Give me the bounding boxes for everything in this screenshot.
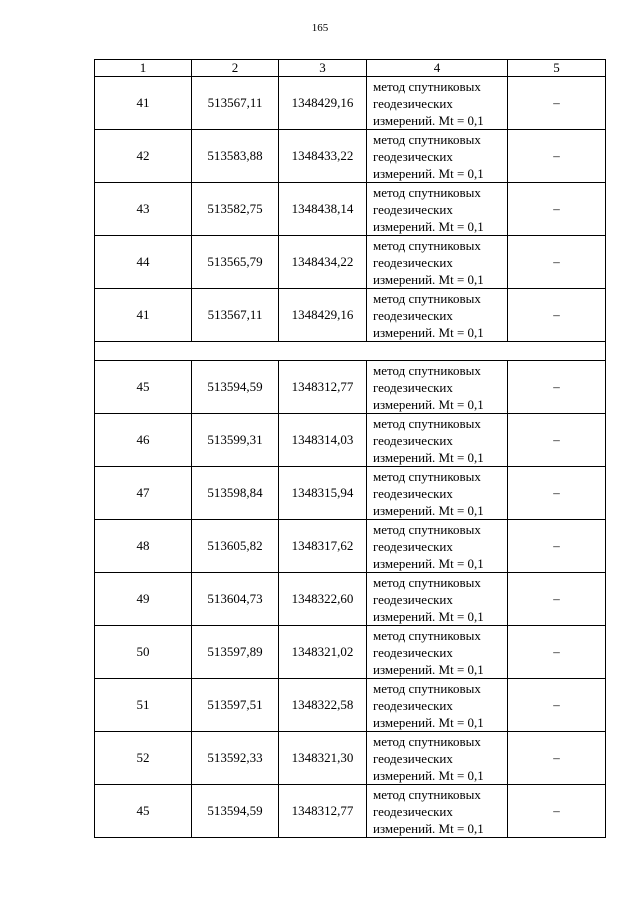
- table-row: [95, 520, 606, 573]
- method-line: метод спутниковых: [373, 78, 481, 94]
- method-cell: [367, 467, 508, 520]
- method-line: измерений. Mt = 0,1: [373, 661, 484, 677]
- coordinate-y: 1348433,22: [279, 130, 367, 183]
- coordinate-x: 513594,59: [192, 361, 279, 414]
- coordinate-x: 513583,88: [192, 130, 279, 183]
- method-cell: [367, 130, 508, 183]
- method-line: метод спутниковых: [373, 786, 481, 802]
- method-line: геодезических: [373, 95, 453, 111]
- dash-cell: –: [508, 679, 606, 732]
- coordinate-x: 513599,31: [192, 414, 279, 467]
- header-cell-4: 4: [367, 60, 508, 77]
- coordinate-y: 1348434,22: [279, 236, 367, 289]
- dash-cell: –: [508, 183, 606, 236]
- method-line: метод спутниковых: [373, 131, 481, 147]
- point-number: 45: [95, 785, 192, 838]
- method-line: геодезических: [373, 538, 453, 554]
- table-row: [95, 467, 606, 520]
- point-number: 46: [95, 414, 192, 467]
- dash-cell: –: [508, 414, 606, 467]
- coordinate-x: 513565,79: [192, 236, 279, 289]
- method-line: метод спутниковых: [373, 574, 481, 590]
- method-line: метод спутниковых: [373, 468, 481, 484]
- coordinates-table: [94, 59, 606, 838]
- method-line: измерений. Mt = 0,1: [373, 820, 484, 836]
- dash-cell: –: [508, 573, 606, 626]
- point-number: 41: [95, 77, 192, 130]
- method-line: метод спутниковых: [373, 733, 481, 749]
- page-number: 165: [311, 22, 329, 34]
- coordinate-x: 513605,82: [192, 520, 279, 573]
- table-row: [95, 679, 606, 732]
- method-cell: [367, 573, 508, 626]
- dash-cell: –: [508, 626, 606, 679]
- method-line: геодезических: [373, 697, 453, 713]
- coordinate-y: 1348321,02: [279, 626, 367, 679]
- method-line: метод спутниковых: [373, 415, 481, 431]
- method-line: геодезических: [373, 432, 453, 448]
- coordinate-y: 1348429,16: [279, 77, 367, 130]
- point-number: 52: [95, 732, 192, 785]
- method-line: измерений. Mt = 0,1: [373, 396, 484, 412]
- method-line: геодезических: [373, 254, 453, 270]
- method-line: геодезических: [373, 379, 453, 395]
- method-cell: [367, 236, 508, 289]
- method-cell: [367, 732, 508, 785]
- header-cell-1: 1: [95, 60, 192, 77]
- table-row: [95, 183, 606, 236]
- point-number: 43: [95, 183, 192, 236]
- method-cell: [367, 520, 508, 573]
- coordinate-y: 1348321,30: [279, 732, 367, 785]
- dash-cell: –: [508, 236, 606, 289]
- method-line: измерений. Mt = 0,1: [373, 555, 484, 571]
- table-row: [95, 289, 606, 342]
- point-number: 44: [95, 236, 192, 289]
- method-cell: [367, 679, 508, 732]
- coordinate-y: 1348317,62: [279, 520, 367, 573]
- table-header-row: [95, 60, 606, 77]
- method-line: метод спутниковых: [373, 362, 481, 378]
- header-cell-2: 2: [192, 60, 279, 77]
- separator-row: [95, 342, 606, 361]
- coordinate-x: 513594,59: [192, 785, 279, 838]
- method-line: геодезических: [373, 201, 453, 217]
- method-line: измерений. Mt = 0,1: [373, 324, 484, 340]
- table-row: [95, 236, 606, 289]
- coordinate-y: 1348314,03: [279, 414, 367, 467]
- method-line: метод спутниковых: [373, 521, 481, 537]
- method-line: геодезических: [373, 750, 453, 766]
- coordinate-x: 513592,33: [192, 732, 279, 785]
- method-cell: [367, 414, 508, 467]
- dash-cell: –: [508, 289, 606, 342]
- table-row: [95, 732, 606, 785]
- point-number: 41: [95, 289, 192, 342]
- method-line: геодезических: [373, 485, 453, 501]
- method-cell: [367, 289, 508, 342]
- method-line: измерений. Mt = 0,1: [373, 714, 484, 730]
- method-line: метод спутниковых: [373, 237, 481, 253]
- dash-cell: –: [508, 130, 606, 183]
- method-line: метод спутниковых: [373, 627, 481, 643]
- header-cell-3: 3: [279, 60, 367, 77]
- method-line: метод спутниковых: [373, 184, 481, 200]
- method-cell: [367, 626, 508, 679]
- method-line: измерений. Mt = 0,1: [373, 608, 484, 624]
- coordinate-x: 513567,11: [192, 289, 279, 342]
- table-row: [95, 361, 606, 414]
- separator-cell: [95, 342, 606, 361]
- point-number: 51: [95, 679, 192, 732]
- point-number: 47: [95, 467, 192, 520]
- coordinate-y: 1348312,77: [279, 785, 367, 838]
- method-line: геодезических: [373, 591, 453, 607]
- dash-cell: –: [508, 732, 606, 785]
- method-line: измерений. Mt = 0,1: [373, 502, 484, 518]
- coordinate-y: 1348438,14: [279, 183, 367, 236]
- coordinate-y: 1348322,60: [279, 573, 367, 626]
- method-line: измерений. Mt = 0,1: [373, 112, 484, 128]
- coordinate-x: 513582,75: [192, 183, 279, 236]
- method-line: метод спутниковых: [373, 680, 481, 696]
- method-line: геодезических: [373, 148, 453, 164]
- table-row: [95, 77, 606, 130]
- point-number: 42: [95, 130, 192, 183]
- table-row: [95, 130, 606, 183]
- point-number: 45: [95, 361, 192, 414]
- coordinate-x: 513597,51: [192, 679, 279, 732]
- header-cell-5: 5: [508, 60, 606, 77]
- method-line: измерений. Mt = 0,1: [373, 271, 484, 287]
- coordinate-x: 513598,84: [192, 467, 279, 520]
- method-line: метод спутниковых: [373, 290, 481, 306]
- coordinate-x: 513604,73: [192, 573, 279, 626]
- method-line: геодезических: [373, 644, 453, 660]
- table-row: [95, 626, 606, 679]
- method-cell: [367, 361, 508, 414]
- method-cell: [367, 785, 508, 838]
- point-number: 49: [95, 573, 192, 626]
- method-line: геодезических: [373, 803, 453, 819]
- method-line: измерений. Mt = 0,1: [373, 218, 484, 234]
- table-row: [95, 573, 606, 626]
- coordinate-x: 513567,11: [192, 77, 279, 130]
- coordinate-y: 1348312,77: [279, 361, 367, 414]
- method-line: измерений. Mt = 0,1: [373, 767, 484, 783]
- table-row: [95, 414, 606, 467]
- coordinate-y: 1348429,16: [279, 289, 367, 342]
- table-row: [95, 785, 606, 838]
- dash-cell: –: [508, 467, 606, 520]
- coordinate-x: 513597,89: [192, 626, 279, 679]
- method-line: измерений. Mt = 0,1: [373, 165, 484, 181]
- method-cell: [367, 77, 508, 130]
- dash-cell: –: [508, 785, 606, 838]
- method-cell: [367, 183, 508, 236]
- point-number: 50: [95, 626, 192, 679]
- method-line: геодезических: [373, 307, 453, 323]
- method-line: измерений. Mt = 0,1: [373, 449, 484, 465]
- dash-cell: –: [508, 361, 606, 414]
- coordinate-y: 1348322,58: [279, 679, 367, 732]
- coordinate-y: 1348315,94: [279, 467, 367, 520]
- dash-cell: –: [508, 77, 606, 130]
- dash-cell: –: [508, 520, 606, 573]
- point-number: 48: [95, 520, 192, 573]
